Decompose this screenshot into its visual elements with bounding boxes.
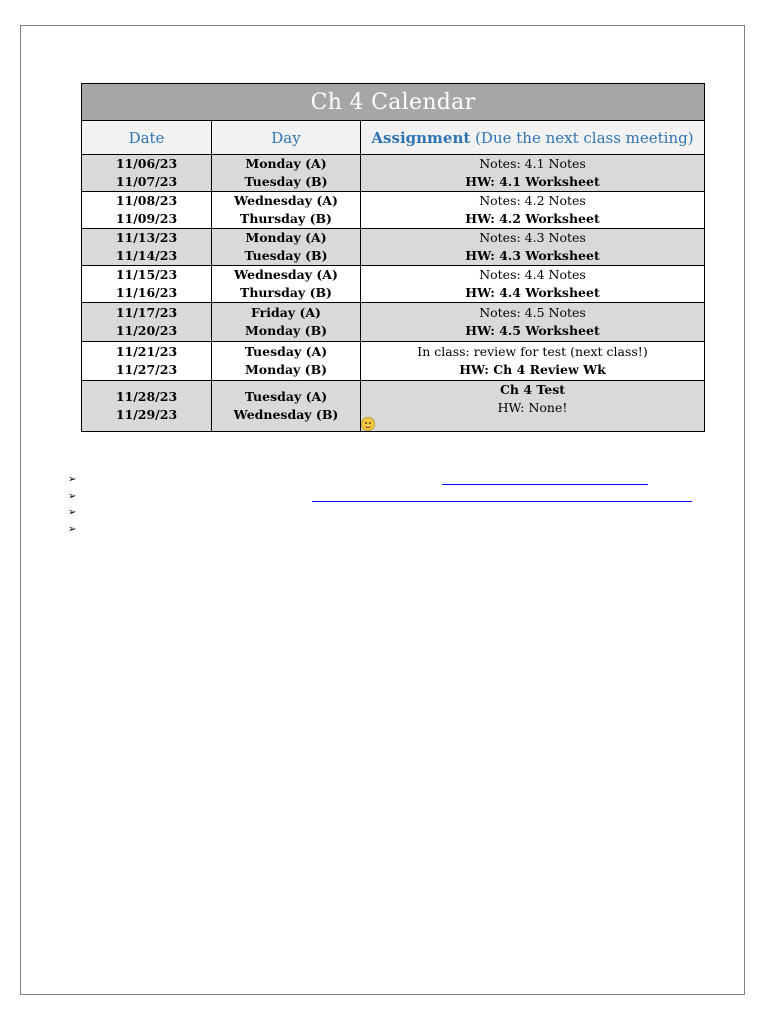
date-cell: 11/08/23 11/09/23	[82, 192, 212, 229]
hyperlink[interactable]	[442, 484, 648, 485]
table-row	[82, 303, 705, 342]
hyperlink[interactable]	[312, 501, 692, 502]
column-header-day: Day	[212, 121, 361, 155]
assignment-cell: Notes: 4.5 Notes HW: 4.5 Worksheet	[361, 303, 705, 342]
date-cell: 11/15/23 11/16/23	[82, 266, 212, 303]
arrowhead-bullet-icon: ➢	[68, 474, 77, 485]
arrowhead-bullet-icon: ➢	[68, 507, 77, 518]
column-header-assignment: Assignment (Due the next class meeting)	[361, 121, 705, 155]
day-cell: Monday (A) Tuesday (B)	[212, 229, 361, 266]
calendar-title: Ch 4 Calendar	[82, 84, 705, 121]
assignment-cell: Notes: 4.4 Notes HW: 4.4 Worksheet	[361, 266, 705, 303]
table-row	[82, 381, 705, 432]
date-cell: 11/06/23 11/07/23	[82, 155, 212, 192]
assignment-cell: Notes: 4.3 Notes HW: 4.3 Worksheet	[361, 229, 705, 266]
day-cell: Friday (A) Monday (B)	[212, 303, 361, 342]
date-cell: 11/21/23 11/27/23	[82, 342, 212, 381]
arrowhead-bullet-icon: ➢	[68, 523, 77, 535]
day-cell: Wednesday (A) Thursday (B)	[212, 266, 361, 303]
date-cell: 11/17/23 11/20/23	[82, 303, 212, 342]
list-item	[68, 522, 708, 539]
date-cell: 11/13/23 11/14/23	[82, 229, 212, 266]
day-cell: Tuesday (A) Monday (B)	[212, 342, 361, 381]
list-item	[68, 472, 708, 489]
assignment-cell: Notes: 4.1 Notes HW: 4.1 Worksheet	[361, 155, 705, 192]
column-header-date: Date	[82, 121, 212, 155]
bullet-list	[68, 472, 708, 538]
list-item	[68, 489, 708, 506]
table-row	[82, 192, 705, 229]
day-cell: Wednesday (A) Thursday (B)	[212, 192, 361, 229]
day-cell: Monday (A) Tuesday (B)	[212, 155, 361, 192]
assignment-cell: Ch 4 Test HW: None!	[361, 381, 705, 432]
calendar-table	[81, 83, 705, 432]
document-page	[20, 25, 745, 995]
assignment-cell: Notes: 4.2 Notes HW: 4.2 Worksheet	[361, 192, 705, 229]
table-row	[82, 155, 705, 192]
day-cell: Tuesday (A) Wednesday (B)	[212, 381, 361, 432]
date-cell: 11/28/23 11/29/23	[82, 381, 212, 432]
table-row	[82, 229, 705, 266]
arrowhead-bullet-icon: ➢	[68, 490, 77, 502]
smiley-face-icon	[361, 417, 375, 431]
table-row	[82, 342, 705, 381]
table-row	[82, 266, 705, 303]
list-item	[68, 505, 708, 522]
assignment-cell: In class: review for test (next class!) HW: Ch 4 Review Wk	[361, 342, 705, 381]
